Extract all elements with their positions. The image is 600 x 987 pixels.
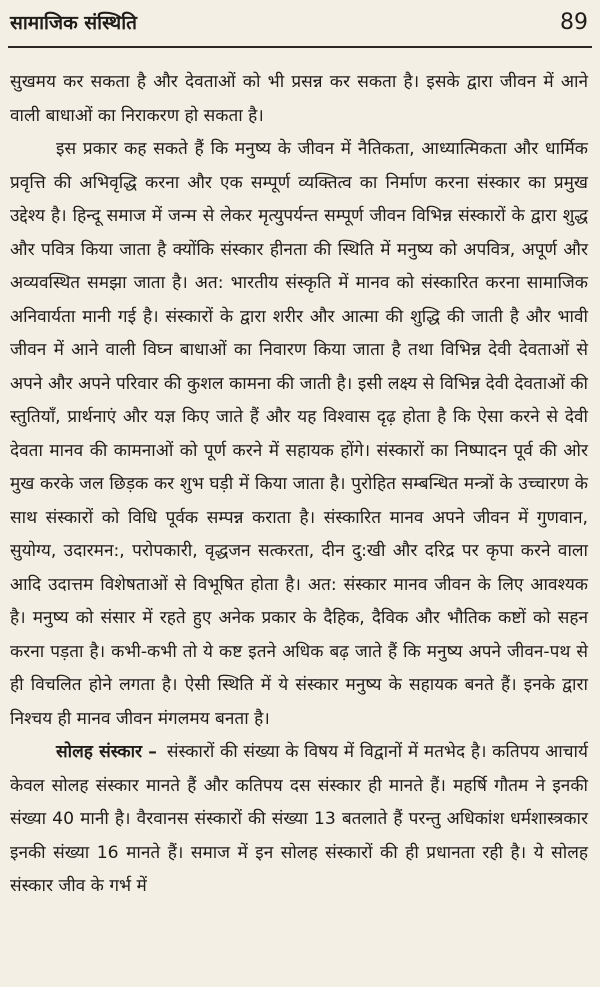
paragraph-sanskar-purpose: इस प्रकार कह सकते हैं कि मनुष्य के जीवन में नैतिकता, आध्यात्मिकता और धार्मिक प्रवृत्ति की अभिवृद्धि करना और एक सम्पूर्ण व्यक्तित्व का निर्माण करना संस्कार का प्रमुख उद्देश्य है। हिन्दू समाज में जन्म से लेकर मृत्युपर्यन्त सम्पूर्ण जीवन विभिन्न संस्कारों के द्वारा शुद्ध और पवित्र किया जाता है क्योंकि संस्कार हीनता की स्थिति में मनुष्य को अपवित्र, अपूर्ण और अव्यवस्थित समझा जाता है। अत: भारतीय संस्कृति में मानव को संस्कारित करना सामाजिक अनिवार्यता मानी गई है। संस्कारों के द्वारा शरीर और आत्मा की शुद्धि की जाती है और भावी जीवन में आने वाली विघ्न बाधाओं का निवारण किया जाता है तथा विभिन्न देवी देवताओं से अपने और अपने परिवार की कुशल कामना की जाती है। इसी लक्ष्य से विभिन्न देवी देवताओं की स्तुतियाँ, प्रार्थनाएं और यज्ञ किए जाते हैं और यह विश्वास दृढ़ होता है कि ऐसा करने से देवी देवता मानव की कामनाओं को पूर्ण करने में सहायक होंगे। संस्कारों का निष्पादन पूर्व की ओर मुख करके जल छिड़क कर शुभ घड़ी में किया जाता है। पुरोहित सम्बन्धित मन्त्रों के उच्चारण के साथ संस्कारों को विधि पूर्वक सम्पन्न कराता है। संस्कारित मानव अपने जीवन में गुणवान, सुयोग्य, उदारमन:, परोपकारी, वृद्धजन सत्करता, दीन दु:खी और दरिद्र पर कृपा करने वाला आदि उदात्तम विशेषताओं से विभूषित होता है। अत: संस्कार मानव जीवन के लिए आवश्यक है। मनुष्य को संसार में रहते हुए अनेक प्रकार के दैहिक, दैविक और भौतिक कष्टों को सहन करना पड़ता है। कभी-कभी तो ये कष्ट इतने अधिक बढ़ जाते हैं कि मनुष्य अपने जीवन-पथ से ही विचलित होने लगता है। ऐसी स्थिति में ये संस्कार मनुष्य के सहायक बनते हैं। इनके द्वारा निश्चय ही मानव जीवन मंगलमय बनता है। bbox=[10, 139, 588, 729]
page-number: 89 bbox=[560, 10, 588, 35]
running-title: सामाजिक संस्थिति bbox=[10, 12, 137, 34]
section-heading: सोलह संस्कार – bbox=[56, 742, 157, 762]
section-text: संस्कारों की संख्या के विषय में विद्वानों में मतभेद है। कतिपय आचार्य केवल सोलह संस्कार मानते हैं और कतिपय दस संस्कार ही मानते हैं। महर्षि गौतम ने इनकी संख्या 40 मानी है। वैरवानस संस्कारों की संख्या 13 बतलाते हैं परन्तु अधिकांश धर्मशास्त्रकार इनकी संख्या 16 मानते हैं। समाज में इन सोलह संस्कारों की ही प्रधानता रही है। ये सोलह संस्कार जीव के गर्भ में bbox=[10, 742, 588, 896]
header-rule bbox=[8, 46, 592, 48]
page-body bbox=[10, 66, 588, 904]
paragraph-solah-sanskar bbox=[10, 736, 588, 904]
paragraph-continuation: सुखमय कर सकता है और देवताओं को भी प्रसन्न कर सकता है। इसके द्वारा जीवन में आने वाली बाधाओं का निराकरण हो सकता है। bbox=[10, 72, 588, 126]
page-header bbox=[10, 12, 588, 48]
